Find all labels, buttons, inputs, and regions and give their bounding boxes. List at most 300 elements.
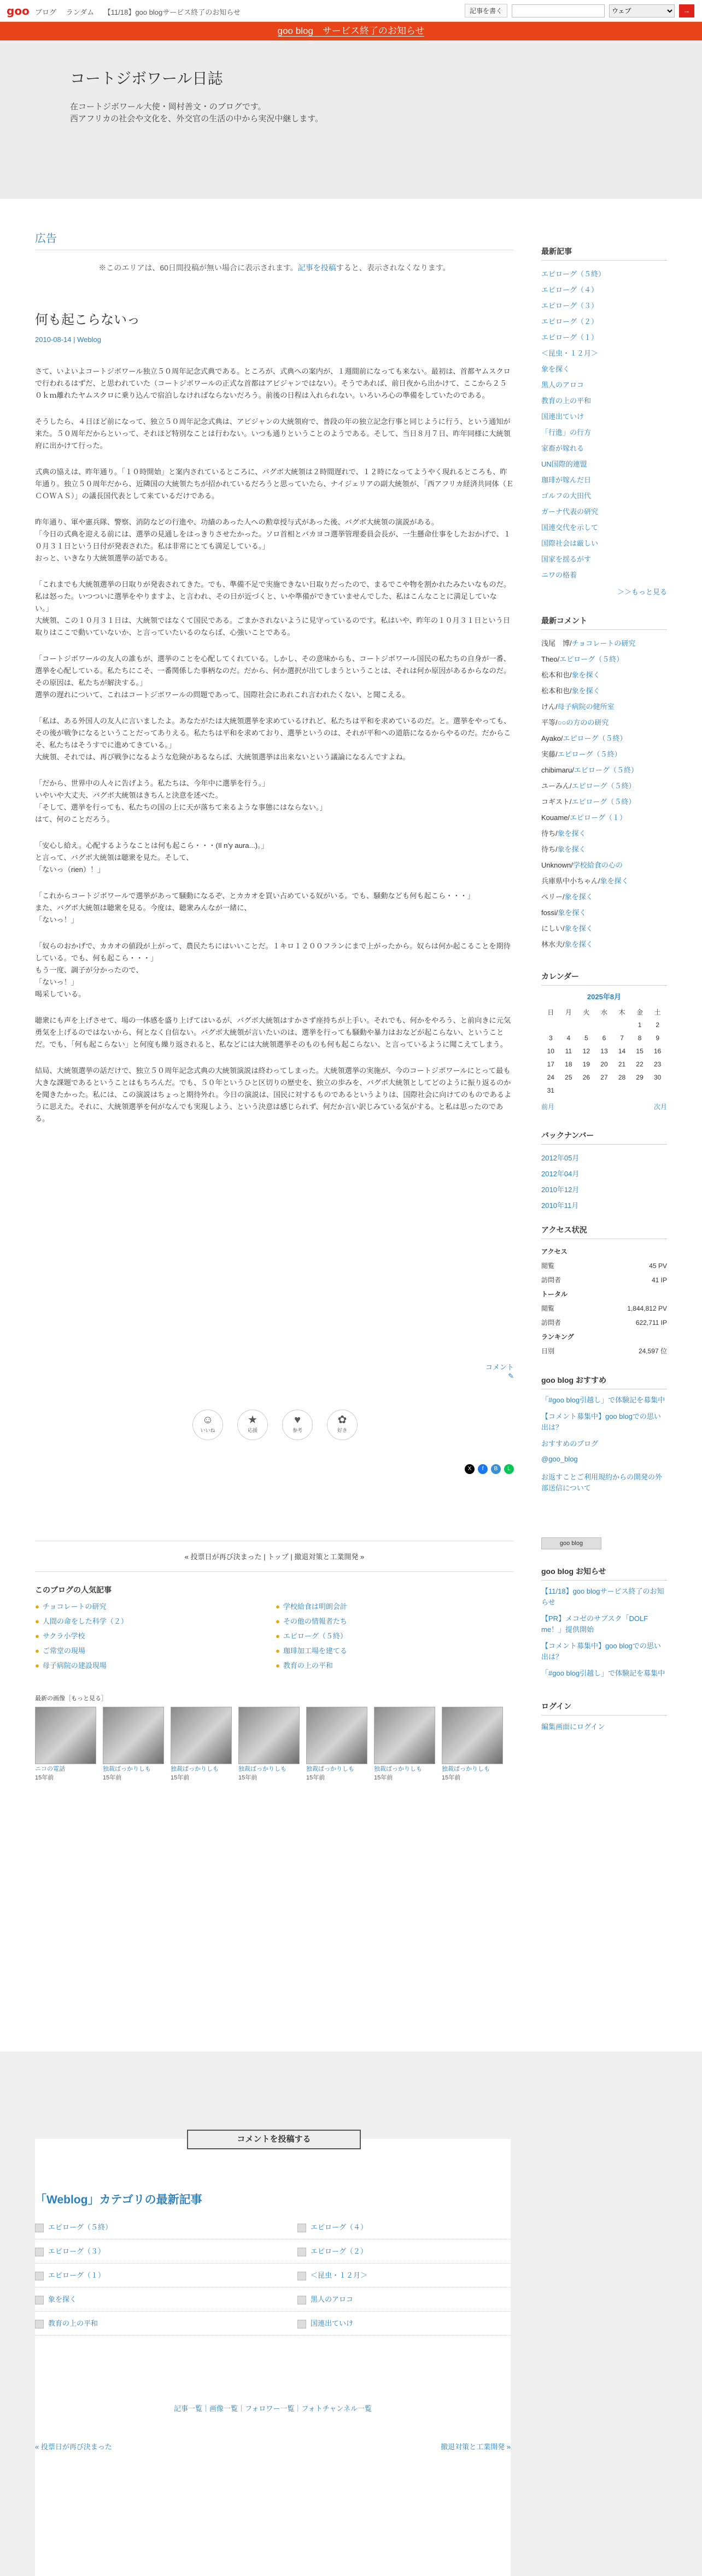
post-body xyxy=(35,366,514,1125)
calendar-month: 2025年8月 xyxy=(587,993,622,1001)
recent-post-link[interactable]: 珈琲が嫁んだ日 xyxy=(541,476,592,484)
comment-post-link[interactable]: チョコレートの研究 xyxy=(571,639,636,647)
popular-item-label: ご常堂の現場 xyxy=(42,1647,85,1655)
goo-recommend-link[interactable]: 「#goo blog引越し」で体験記を募集中 xyxy=(541,1396,665,1404)
bullet-icon: ● xyxy=(35,1617,39,1625)
footer-next-link[interactable]: 撤退対策と工業開発 » xyxy=(441,2443,511,2451)
category-recent-title: 「Weblog」カテゴリの最新記事 xyxy=(35,2194,202,2206)
recent-images-title[interactable]: 最新の画像［もっと見る］ xyxy=(35,1695,107,1702)
comment-author: 実藤 xyxy=(541,750,556,758)
recent-comment xyxy=(541,794,667,810)
goo-news-link[interactable]: 【PR】メコゼのサブスク「DOLF me！」提供開始 xyxy=(541,1614,648,1634)
recent-comment xyxy=(541,921,667,936)
comment-author: 松本和也 xyxy=(541,687,570,695)
recent-image-item[interactable] xyxy=(171,1707,232,1782)
recent-post-link[interactable]: エピローグ（３） xyxy=(541,302,599,310)
calendar-day: 31 xyxy=(547,1087,554,1094)
bullet-icon: ● xyxy=(35,1632,39,1640)
comment-author: 待ち xyxy=(541,845,556,853)
comment-post-link[interactable]: エピローグ（５終） xyxy=(559,655,624,663)
comment-post-link[interactable]: 象を探く xyxy=(564,924,593,933)
recent-post-link[interactable]: 黒人のアロコ xyxy=(541,381,584,389)
comment-post-link[interactable]: ○○の方のの研究 xyxy=(557,718,609,727)
recent-comment xyxy=(541,889,667,905)
comment-separator: / xyxy=(555,718,558,727)
top-nav xyxy=(35,7,248,17)
recent-image-thumbnail xyxy=(171,1707,232,1764)
calendar-day xyxy=(542,1019,559,1031)
ad-note-post: すると、表示されなくなります。 xyxy=(336,263,451,272)
category-post-link: エピローグ（２） xyxy=(311,2247,368,2255)
top-bar xyxy=(0,0,702,22)
goo-recommend-list xyxy=(541,1395,667,1449)
post-icon xyxy=(297,2272,306,2280)
bullet-icon: ● xyxy=(35,1647,39,1655)
popular-item[interactable] xyxy=(35,1660,276,1670)
post-paragraph: 結局、大統領選挙の話だけで、独立５０周年記念式典の大統領演説は終わってしまった。大統領選挙の実施が、今のコートジボワールにとって最も大きな課題であるということはもちろんだ。でも、５０年というひと区切りの歴史を、独立の歩みを、バグボ大統領としてどのように振り返るのかを聞きたかった。私には、この演説はちょっと期待外れ。今日の演説は、国民に対するものであるというよりは、国際社会に向けてのものであるように思えた。それに、大統領選挙を何がなんでも実現しよう、という決意は感じられず、何だか言い訳じみている気がする。と私は思ったのである。 xyxy=(35,1066,512,1123)
calendar-week xyxy=(542,1071,666,1083)
weekday: 金 xyxy=(636,1008,644,1016)
calendar-day: 9 xyxy=(656,1034,660,1042)
footer-pager xyxy=(35,2441,511,2451)
comment-author: Kouame xyxy=(541,814,568,822)
recent-posts-title: 最新記事 xyxy=(541,246,667,261)
comment-post-link[interactable]: エピローグ（５終） xyxy=(574,766,638,774)
post-icon xyxy=(297,2296,306,2304)
comment-author: 平等 xyxy=(541,718,556,727)
reaction-label: 参考 xyxy=(292,1428,302,1433)
recent-image-caption: 独裁ばっかりしも xyxy=(103,1766,151,1772)
today-view-row xyxy=(541,1259,667,1273)
access-stats xyxy=(541,1245,667,1358)
reaction-icon: ★ xyxy=(248,1414,258,1426)
recent-image-thumbnail xyxy=(374,1707,435,1764)
comment-separator: / xyxy=(560,734,563,742)
comment-author: Ayako xyxy=(541,734,561,742)
comment-post-link[interactable]: 象を探く xyxy=(571,687,600,695)
category-post-link: 黒人のアロコ xyxy=(311,2295,354,2303)
calendar-day xyxy=(560,1019,577,1031)
category-post-item[interactable] xyxy=(297,2239,511,2263)
calendar-day xyxy=(596,1019,613,1031)
recent-image-thumbnail xyxy=(306,1707,367,1764)
recent-post-link[interactable]: エピローグ（４） xyxy=(541,286,599,294)
calendar-day: 6 xyxy=(602,1034,606,1042)
comment-author: 浅尾 博 xyxy=(541,639,570,647)
reaction-button[interactable] xyxy=(327,1410,358,1440)
recent-image-item[interactable] xyxy=(103,1707,164,1782)
goo-news-title: goo blog お知らせ xyxy=(541,1566,667,1581)
calendar-day xyxy=(613,1084,630,1097)
post-paragraph: 「これまでも大統領選挙の日取りが発表されてきた。でも、準備不足で実施できない日取りだったので、まるでこや物を割かれたみたいなものだ。私は怒った。いつついに選挙をやりますよ、と言われ、その日が近づくと、いや準備ができていませんでした、私はこんなことに満足していない。」 大統領、この１０月３１日は、大統領ではなくて国民である。ごまかされないように見守っているのです。私はいや、昨年の１０月３１日という日取りはここで動いていないか、と言っていたいるのならば、心強いことである。 xyxy=(35,580,511,636)
calendar-day: 4 xyxy=(566,1034,571,1042)
post-paragraph: 「安心し給え。心配するようなことは何も起こら・・・(Il n'y aura...)。」 と言って、バグボ大統領は聴衆を見た。そして、 「ないっ（rien）！」 xyxy=(35,841,268,874)
recent-image-date: 15年前 xyxy=(103,1775,122,1781)
comment-separator: / xyxy=(555,750,558,758)
write-post-button[interactable]: 記事を書く xyxy=(465,4,507,17)
post-paragraph: 「これからコートジボワールで選挙があって騒動になるぞ、とカカオを買い占めている奴がいる。でも、騒動なども何も起こら・・・」 また、バグボ大統領は聴衆を見る。今度は、聴衆みんなが一緒に、 「ないっ！」 xyxy=(35,892,475,924)
recent-image-item[interactable] xyxy=(374,1707,435,1782)
ad-title: 広告 xyxy=(35,229,514,250)
recent-post-link[interactable]: 象を探く xyxy=(541,365,570,373)
goo-twitter-link[interactable]: @goo_blog xyxy=(541,1455,578,1463)
comment-post-link[interactable]: エピローグ（５終） xyxy=(563,734,627,742)
popular-item-label: その他の情報者たち xyxy=(283,1617,347,1625)
weekday: 水 xyxy=(600,1008,607,1016)
today-visit-value: 41 IP xyxy=(651,1276,667,1284)
total-visit-label: 訪問者 xyxy=(541,1319,561,1327)
recent-comment xyxy=(541,826,667,841)
recent-post-link[interactable]: 教育の上の平和 xyxy=(541,397,592,405)
search-scope-select[interactable] xyxy=(609,4,675,17)
total-view-label: 閲覧 xyxy=(541,1305,555,1312)
popular-item-label: 教育の上の平和 xyxy=(283,1661,333,1670)
more-link[interactable]: ＞＞もっと見る xyxy=(617,588,667,596)
reaction-button[interactable] xyxy=(192,1410,223,1440)
recent-post-link[interactable]: エピローグ（５終） xyxy=(541,270,606,278)
recent-image-caption: 独裁ばっかりしも xyxy=(442,1766,490,1772)
category-post-link: エピローグ（３） xyxy=(48,2247,106,2255)
nav-blog[interactable]: ブログ xyxy=(35,8,57,16)
calendar-day: 30 xyxy=(654,1074,662,1081)
comment-post-link[interactable]: 象を探く xyxy=(564,893,593,901)
comment-author: ペリー xyxy=(541,893,563,901)
post-paragraph: 式典の協えは、昨年通り。「１０時開始」と案内されているところに、バグボ大統領は２時間遅れで、１２時になってようやく現れるところも、昨年通り。独立５０周年だから、近隣国の大統領たちが招かれているだろうと思っていたら、ナイジェリアの副大統領が、「西アフリカ経済共同体（ＥＣＯＷＡＳ）」の議長国代表として来ているだけである。 xyxy=(35,468,514,500)
blog-desc-1: 在コートジボワール大使・岡村善文・のブログです。 xyxy=(70,102,266,111)
post-icon xyxy=(35,2272,44,2280)
category-post-link: 象を探く xyxy=(48,2295,77,2303)
recent-image-date: 15年前 xyxy=(306,1775,325,1781)
comment-post-link[interactable]: エピローグ（５終） xyxy=(557,750,622,758)
popular-item[interactable] xyxy=(35,1645,276,1655)
footer-links[interactable]: 記事一覧｜画像一覧｜フォロワー一覧｜フォトチャンネル一覧 xyxy=(174,2404,372,2413)
popular-item-label: チョコレートの研究 xyxy=(42,1602,107,1611)
comment-post-link[interactable]: 象を探く xyxy=(571,671,600,679)
post-paragraph: 「私は、ある外国人の友人に言いましたよ。あなたがたは大統領選挙を求めているけれど、私たちは平和を求めているのだ。と。選挙をやっても、その後が戦争になるということだってありえる。私たちは平和を求めており、選挙というのは、それが平和への道筋になるからやるのだ。だからこそ、私たちはそうすでに進めてきている。」 大統領、それでは、再び戦争になるような危険があるならば、大統領選挙は出来ないという議論になるんですよね。 xyxy=(35,717,511,761)
recent-image-thumbnail xyxy=(442,1707,503,1764)
recent-post-link[interactable]: 国際社会は厳しい xyxy=(541,539,599,547)
ad-area xyxy=(35,229,514,273)
calendar-day xyxy=(596,1084,613,1097)
goo-recommend-link[interactable]: 【コメント募集中】goo blogでの思い出は？ xyxy=(541,1412,661,1431)
comment-author: Unknown xyxy=(541,861,571,869)
goo-news-link[interactable]: 【コメント募集中】goo blogでの思い出は？ xyxy=(541,1642,661,1661)
recent-image-thumbnail xyxy=(103,1707,164,1764)
goo-news-link[interactable]: 【11/18】goo blogサービス終了のお知らせ xyxy=(541,1587,664,1606)
post-icon xyxy=(297,2224,306,2232)
recent-comment xyxy=(541,715,667,730)
calendar-day: 26 xyxy=(582,1074,590,1081)
popular-item[interactable] xyxy=(276,1601,514,1611)
calendar-day: 23 xyxy=(654,1060,662,1068)
bullet-icon: ● xyxy=(276,1647,280,1655)
recent-image-item[interactable] xyxy=(306,1707,367,1782)
popular-item[interactable] xyxy=(35,1630,276,1641)
comment-post-link[interactable]: 母子病院の健所室 xyxy=(557,703,615,711)
post-icon xyxy=(297,2248,306,2256)
category-post-item[interactable] xyxy=(297,2288,511,2312)
backnumber-link[interactable]: 2010年12月 xyxy=(541,1186,580,1194)
recent-image-item[interactable] xyxy=(35,1707,96,1782)
comment-post-link[interactable]: 象を探く xyxy=(558,909,587,917)
recent-comment xyxy=(541,635,667,651)
post-category[interactable]: Weblog xyxy=(77,335,101,344)
bullet-icon: ● xyxy=(35,1602,39,1611)
recent-post-link[interactable]: UN国際的連盟 xyxy=(541,460,587,468)
post-icon xyxy=(35,2224,44,2232)
recent-image-date: 15年前 xyxy=(171,1775,190,1781)
calendar-day: 28 xyxy=(618,1074,626,1081)
reaction-label: いいね xyxy=(200,1428,215,1433)
calendar-day xyxy=(649,1084,666,1097)
calendar-day: 13 xyxy=(600,1047,608,1055)
ranking-day-value: 24,597 位 xyxy=(638,1347,667,1355)
calendar-title: カレンダー xyxy=(541,971,667,986)
top-right xyxy=(465,4,694,17)
reaction-button[interactable] xyxy=(282,1410,313,1440)
post-icon xyxy=(35,2296,44,2304)
category-post-item[interactable] xyxy=(297,2263,511,2288)
recent-post-link[interactable]: エピローグ（１） xyxy=(541,333,599,341)
recent-post-link[interactable]: 国連出ていけ xyxy=(541,412,584,421)
recent-image-item[interactable] xyxy=(442,1707,503,1782)
recent-image-caption: 独裁ばっかりしも xyxy=(238,1766,286,1772)
post-icon xyxy=(35,2248,44,2256)
total-label: トータル xyxy=(541,1290,568,1298)
category-post-link: 教育の上の平和 xyxy=(48,2319,98,2327)
comment-separator: / xyxy=(563,924,565,933)
comment-post-link[interactable]: 学校給食の心の xyxy=(572,861,623,869)
today-visit-row xyxy=(541,1273,667,1287)
goo-recommend-link[interactable]: おすすめのブログ xyxy=(541,1440,599,1448)
goo-news-link[interactable]: 「#goo blog引越し」で体験記を募集中 xyxy=(541,1669,665,1677)
line-share-icon[interactable]: L xyxy=(504,1464,514,1474)
backnumber-link[interactable]: 2010年11月 xyxy=(541,1201,579,1210)
post-paragraph: 「奴らのおかげで、カカオの値段が上がって、農民たちにはいいことだ。１キロ１２００フランにまで上がったから。奴らは何か起こることを期待している。でも、何も起こら・・・」 もう一度、調子が分かったので、 「ないっ！」 喝采している。 xyxy=(35,942,511,998)
total-heading xyxy=(541,1287,667,1301)
popular-list xyxy=(35,1601,514,1670)
search-input[interactable] xyxy=(512,4,605,17)
recent-images xyxy=(35,1707,503,1782)
recent-post-link[interactable]: エピローグ（２） xyxy=(541,317,599,326)
calendar-day: 10 xyxy=(547,1047,554,1055)
weekday: 日 xyxy=(547,1008,554,1016)
recent-image-date: 15年前 xyxy=(35,1775,54,1781)
recent-post-link[interactable]: ガーナ代表の研究 xyxy=(541,508,599,516)
popular-item[interactable] xyxy=(276,1645,514,1655)
comment-post-link[interactable]: エピローグ（５終） xyxy=(571,782,636,790)
bullet-icon: ● xyxy=(276,1617,280,1625)
recent-comment xyxy=(541,841,667,857)
post-article xyxy=(35,309,514,1139)
recent-post-link[interactable]: 国連交代を示して xyxy=(541,523,599,532)
category-post-item[interactable] xyxy=(35,2312,297,2336)
comment-separator: / xyxy=(570,687,572,695)
category-post-item[interactable] xyxy=(297,2312,511,2336)
service-end-banner[interactable] xyxy=(0,22,702,40)
recent-image-date: 15年前 xyxy=(374,1775,393,1781)
calendar-day: 18 xyxy=(565,1060,572,1068)
comment-separator: / xyxy=(563,893,565,901)
calendar-day: 3 xyxy=(548,1034,553,1042)
popular-item[interactable] xyxy=(35,1616,276,1626)
login-link[interactable]: 編集画面にログイン xyxy=(541,1723,605,1731)
pencil-icon: ✎ xyxy=(508,1372,514,1380)
bullet-icon: ● xyxy=(276,1602,280,1611)
ranking-heading xyxy=(541,1330,667,1344)
recent-image-caption: 独裁ばっかりしも xyxy=(171,1766,219,1772)
recent-comment xyxy=(541,905,667,921)
comment-separator: / xyxy=(555,845,558,853)
comment-separator: / xyxy=(598,877,600,885)
popular-item-label: 母子病院の建設現場 xyxy=(42,1661,107,1670)
bullet-icon: ● xyxy=(276,1661,280,1670)
comment-label: コメント xyxy=(485,1363,514,1371)
backnumber-title: バックナンバー xyxy=(541,1130,667,1145)
backnumber-list xyxy=(541,1150,667,1213)
recent-image-date: 15年前 xyxy=(442,1775,461,1781)
post-comment-button[interactable]: コメントを投稿する xyxy=(187,2130,361,2149)
recent-post-link[interactable]: ＜昆虫・１２月＞ xyxy=(541,349,599,357)
recent-image-thumbnail xyxy=(238,1707,300,1764)
post-pager[interactable]: « 投票日が再び決まった | トップ | 撤退対策と工業開発 » xyxy=(35,1541,514,1572)
popular-item-label: 学校給食は明朗会計 xyxy=(283,1602,347,1611)
recent-post-link[interactable]: 家畜が嫁れる xyxy=(541,444,584,452)
recent-post-link[interactable]: ゴルフの大田代 xyxy=(541,492,592,500)
category-post-item[interactable] xyxy=(35,2263,297,2288)
hatena-share-icon[interactable]: B xyxy=(491,1464,501,1474)
recent-comment xyxy=(541,778,667,794)
bullet-icon: ● xyxy=(276,1632,280,1640)
reaction-label: 応援 xyxy=(247,1428,258,1433)
popular-item[interactable] xyxy=(35,1601,276,1611)
goo-blog-badge[interactable]: goo blog xyxy=(541,1537,601,1549)
reaction-button[interactable] xyxy=(237,1410,268,1440)
footer-prev-link[interactable]: « 投票日が再び決まった xyxy=(35,2443,112,2451)
facebook-share-icon[interactable]: f xyxy=(478,1464,488,1474)
total-view-value: 1,844,812 PV xyxy=(627,1305,667,1312)
calendar-week xyxy=(542,1045,666,1057)
ranking-day-row xyxy=(541,1344,667,1358)
comment-separator: / xyxy=(570,639,572,647)
recent-post-link[interactable]: 「行進」の行方 xyxy=(541,428,592,437)
next-month-link[interactable]: 次月 xyxy=(653,1103,667,1111)
calendar-day: 20 xyxy=(600,1060,608,1068)
login-title: ログイン xyxy=(541,1701,667,1716)
backnumber-link[interactable]: 2012年05月 xyxy=(541,1154,580,1162)
bullet-icon: ● xyxy=(35,1661,39,1670)
calendar-day: 29 xyxy=(636,1074,644,1081)
weekday: 土 xyxy=(654,1008,661,1016)
post-paragraph: 聴衆にも声を上げさせて、場の一体感を盛り上げてはいるが、バグボ大統領はすかさず座持ちが上手い。それでも、何かをやろう、と前向きに元気勇気を上げるのではないから、何となく自信ない。バグボ大統領が言いたいのは、選挙を行っても騒動や暴力はおなどが起こらない、ということだ。でも、「何も起こらない」と何度も繰り返されると、私などには大統領選挙そのものも何も起こらない、と言っているように聞こえてしまう。 xyxy=(35,1016,511,1048)
calendar-day: 19 xyxy=(582,1060,590,1068)
calendar-day xyxy=(613,1019,630,1031)
blog-title[interactable]: コートジボワール日誌 xyxy=(70,70,223,87)
blog-header xyxy=(0,40,702,199)
post-date[interactable]: 2010-08-14 xyxy=(35,335,72,344)
backnumber-link[interactable]: 2012年04月 xyxy=(541,1170,580,1178)
category-post-item[interactable] xyxy=(35,2239,297,2263)
comment-separator: / xyxy=(569,798,572,806)
comment-separator: / xyxy=(571,861,573,869)
service-end-banner-text: goo blog サービス終了のお知らせ xyxy=(277,26,425,36)
post-title: 何も起こらないっ xyxy=(35,313,140,327)
recent-post-link[interactable]: ニワの格着 xyxy=(541,571,577,579)
calendar-day xyxy=(578,1019,595,1031)
recent-image-caption: ニコの電話 xyxy=(35,1766,65,1772)
comment-author: ユーみん xyxy=(541,782,570,790)
category-post-item[interactable] xyxy=(297,2215,511,2239)
comment-separator: / xyxy=(555,829,558,838)
comment-separator: / xyxy=(570,671,572,679)
category-post-item[interactable] xyxy=(35,2288,297,2312)
category-recent-list xyxy=(35,2215,511,2336)
post-meta: 2010-08-14 | Weblog xyxy=(35,335,101,344)
total-visit-value: 622,711 IP xyxy=(635,1319,667,1327)
recent-post-link[interactable]: 国家を揺るがす xyxy=(541,555,592,563)
comment-link[interactable] xyxy=(485,1361,514,1381)
comment-author: にしい xyxy=(541,924,563,933)
post-paragraph: そうしたら、４日ほど前になって、独立５０周年記念式典は、アビジャンの大統領府で、普段の年の独立記念行事と同じように行う、という通知が来た。５０周年だからといって、それほど特別なことは行わない。いつも通りということのようである。そして、当日８月７日、昨年同様に大統領府に出かけて行った。 xyxy=(35,417,511,450)
goo-privacy-link[interactable]: お返すことご利用規約からの開発の外部送信について xyxy=(541,1473,663,1492)
comment-author: けん xyxy=(541,703,556,711)
calendar-table xyxy=(541,1005,667,1098)
comment-separator: / xyxy=(555,703,558,711)
calendar-day xyxy=(560,1084,577,1097)
post-icon xyxy=(35,2320,44,2329)
comment-post-link[interactable]: 象を探く xyxy=(557,829,586,838)
comment-post-link[interactable]: 象を探く xyxy=(600,877,629,885)
comment-post-link[interactable]: 象を探く xyxy=(564,940,593,948)
popular-item-label: 珈琲加工場を建てる xyxy=(283,1647,347,1655)
recent-image-caption: 独裁ばっかりしも xyxy=(374,1766,422,1772)
category-post-item[interactable] xyxy=(35,2215,297,2239)
total-view-row xyxy=(541,1301,667,1316)
popular-item[interactable] xyxy=(276,1630,514,1641)
access-heading xyxy=(541,1245,667,1259)
reaction-label: 好き xyxy=(337,1428,347,1433)
ad-note-link[interactable]: 記事を投稿 xyxy=(297,263,336,272)
comment-separator: / xyxy=(572,766,574,774)
popular-item[interactable] xyxy=(276,1660,514,1670)
prev-month-link[interactable]: 前月 xyxy=(541,1103,555,1111)
x-share-icon[interactable]: X xyxy=(465,1464,475,1474)
comment-post-link[interactable]: エピローグ（１） xyxy=(570,814,627,822)
recent-image-item[interactable] xyxy=(238,1707,300,1782)
post-icon xyxy=(297,2320,306,2329)
goo-logo[interactable]: goo xyxy=(7,4,30,17)
comment-post-link[interactable]: エピローグ（５終） xyxy=(571,798,636,806)
recent-image-caption: 独裁ばっかりしも xyxy=(306,1766,354,1772)
nav-notice[interactable]: 【11/18】goo blogサービス終了のお知らせ xyxy=(103,8,241,16)
reaction-icon: ✿ xyxy=(337,1414,347,1426)
nav-random[interactable]: ランダム xyxy=(66,8,95,16)
recent-comments-title: 最新コメント xyxy=(541,615,667,630)
comment-author: 林水夫 xyxy=(541,940,563,948)
comment-post-link[interactable]: 象を探く xyxy=(557,845,586,853)
ranking-day-label: 日別 xyxy=(541,1347,555,1355)
share-buttons xyxy=(465,1464,514,1474)
recent-comment xyxy=(541,683,667,699)
search-button[interactable]: → xyxy=(679,4,694,17)
blog-desc-2: 西アフリカの社会や文化を、外交官の生活の中から実況中継します。 xyxy=(70,114,324,123)
comment-separator: / xyxy=(557,655,560,663)
calendar-day: 15 xyxy=(636,1047,644,1055)
recent-comment xyxy=(541,746,667,762)
ad-note xyxy=(35,262,514,273)
popular-item[interactable] xyxy=(276,1616,514,1626)
calendar-day: 1 xyxy=(637,1021,642,1029)
